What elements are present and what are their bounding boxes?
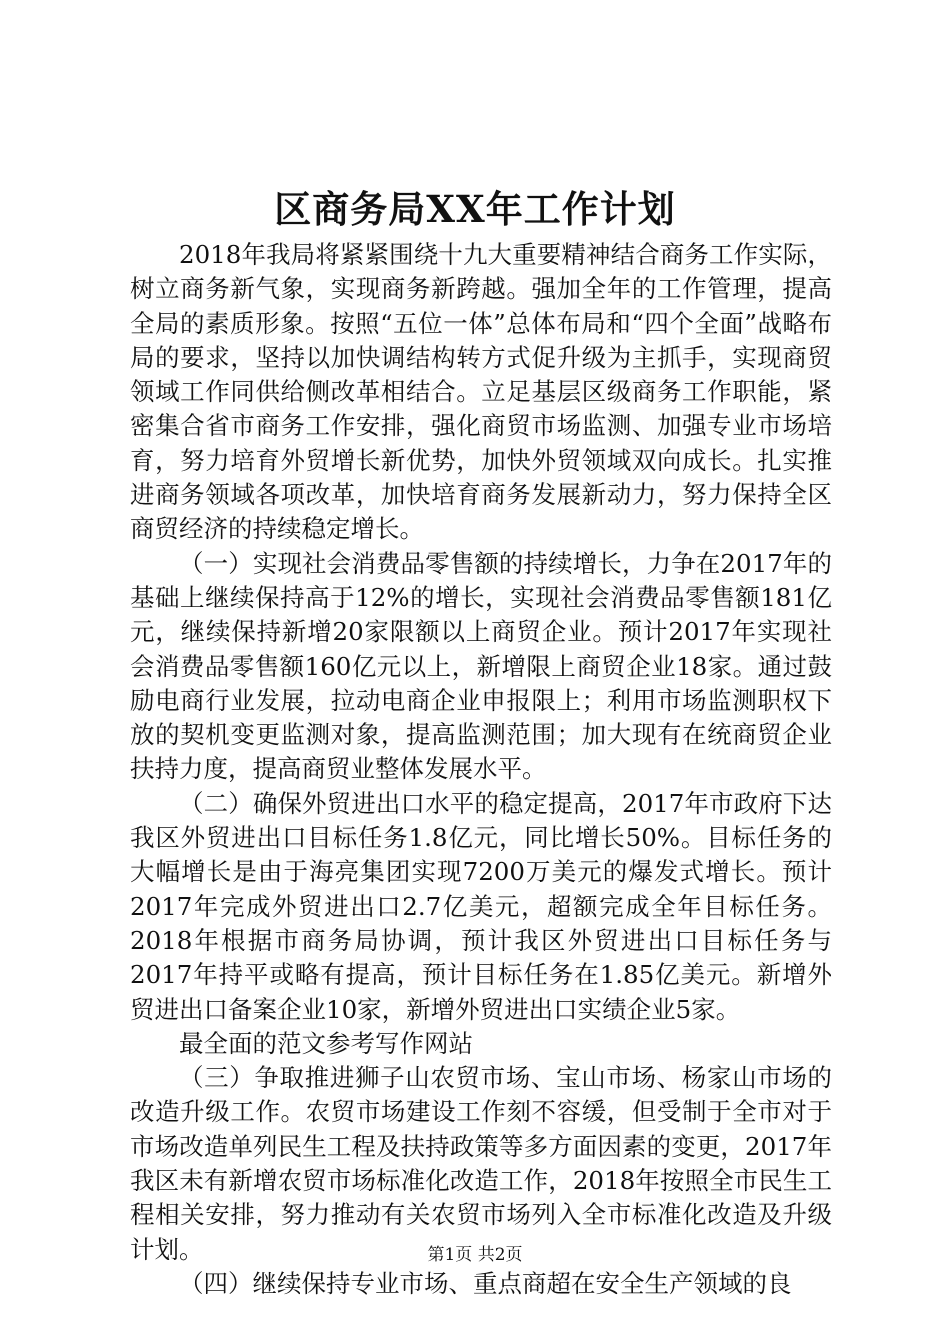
page-number: 第1页 共2页: [427, 1245, 523, 1265]
paragraph-intro: 2018年我局将紧紧围绕十九大重要精神结合商务工作实际，树立商务新气象，实现商务新跨越。强加全年的工作管理，提高全局的素质形象。按照“五位一体”总体布局和“四个全面”战略布局的要求，坚持以加快调结构转方式促升级为主抓手，实现商贸领域工作同供给侧改革相结合。立足基层区级商务工作职能，紧密集合省市商务工作安排，强化商贸市场监测、加强专业市场培育，努力培育外贸增长新优势，加快外贸领域双向成长。扎实推进商务领域各项改革，加快培育商务发展新动力，努力保持全区商贸经济的持续稳定增长。: [130, 240, 832, 544]
paragraph-section-2: （二）确保外贸进出口水平的稳定提高，2017年市政府下达我区外贸进出口目标任务1.8亿元，同比增长50%。目标任务的大幅增长是由于海亮集团实现7200万美元的爆发式增长。预计2017年完成外贸进出口2.7亿美元，超额完成全年目标任务。2018年根据市商务局协调，预计我区外贸进出口目标任务与2017年持平或略有提高，预计目标任务在1.85亿美元。新增外贸进出口备案企业10家，新增外贸进出口实绩企业5家。: [130, 788, 832, 1024]
document-body: [130, 238, 832, 1301]
document-title: 区商务局XX年工作计划: [274, 187, 676, 231]
paragraph-watermark-line: 最全面的范文参考写作网站: [179, 1028, 473, 1058]
paragraph-section-3: （三）争取推进狮子山农贸市场、宝山市场、杨家山市场的改造升级工作。农贸市场建设工作刻不容缓，但受制于全市对于市场改造单列民生工程及扶持政策等多方面因素的变更，2017年我区未有新增农贸市场标准化改造工作，2018年按照全市民生工程相关安排，努力推动有关农贸市场列入全市标准化改造及升级计划。: [130, 1063, 832, 1264]
paragraph-section-4: （四）继续保持专业市场、重点商超在安全生产领域的良: [179, 1268, 792, 1298]
paragraph-section-1: （一）实现社会消费品零售额的持续增长，力争在2017年的基础上继续保持高于12%的增长，实现社会消费品零售额181亿元，继续保持新增20家限额以上商贸企业。预计2017年实现社会消费品零售额160亿元以上，新增限上商贸企业18家。通过鼓励电商行业发展，拉动电商企业申报限上；利用市场监测职权下放的契机变更监测对象，提高监测范围；加大现有在统商贸企业扶持力度，提高商贸业整体发展水平。: [130, 548, 832, 784]
